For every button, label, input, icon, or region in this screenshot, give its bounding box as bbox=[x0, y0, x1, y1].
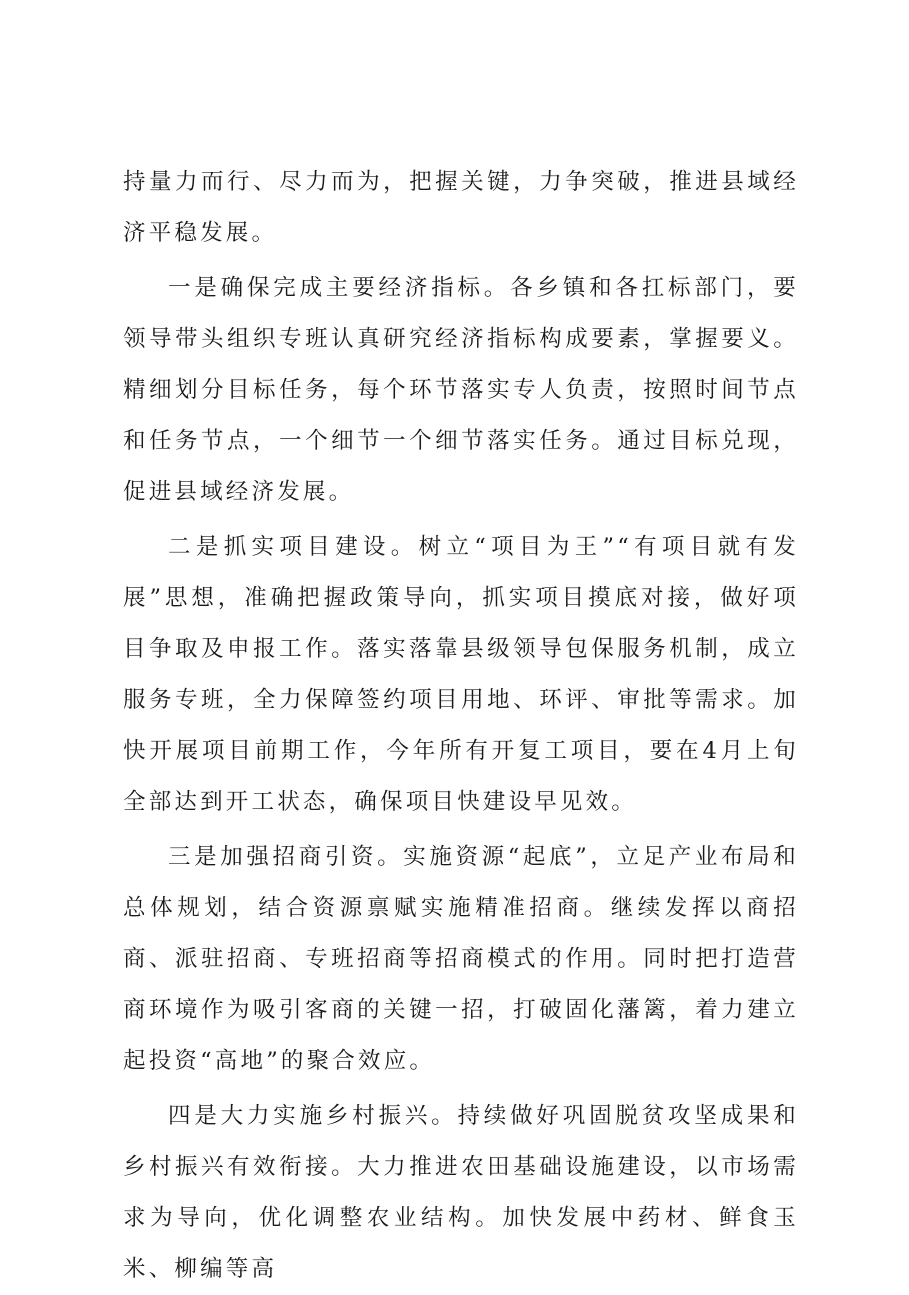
paragraph-rural-revitalization: 四是大力实施乡村振兴。持续做好巩固脱贫攻坚成果和乡村振兴有效衔接。大力推进农田基础设施建设，以市场需求为导向，优化调整农业结构。加快发展中药材、鲜食玉米、柳编等高 bbox=[123, 1103, 799, 1282]
document-body bbox=[123, 157, 799, 1295]
paragraph-project-construction: 二是抓实项目建设。树立“项目为王”“有项目就有发展”思想，准确把握政策导向，抓实项目摸底对接，做好项目争取及申报工作。落实落靠县级领导包保服务机制，成立服务专班，全力保障签约项目用地、环评、审批等需求。加快开展项目前期工作，今年所有开复工项目，要在4月上旬全部达到开工状态，确保项目快建设早见效。 bbox=[123, 534, 799, 815]
paragraph-continuation: 持量力而行、尽力而为，把握关键，力争突破，推进县域经济平稳发展。 bbox=[123, 169, 799, 246]
paragraph-investment-attraction: 三是加强招商引资。实施资源“起底”，立足产业布局和总体规划，结合资源禀赋实施精准招商。继续发挥以商招商、派驻招商、专班招商等招商模式的作用。同时把打造营商环境作为吸引客商的关键一招，打破固化藩篱，着力建立起投资“高地”的聚合效应。 bbox=[123, 844, 799, 1074]
paragraph-economic-indicators: 一是确保完成主要经济指标。各乡镇和各扛标部门，要领导带头组织专班认真研究经济指标构成要素，掌握要义。精细划分目标任务，每个环节落实专人负责，按照时间节点和任务节点，一个细节一个细节落实任务。通过目标兑现，促进县域经济发展。 bbox=[123, 275, 799, 505]
